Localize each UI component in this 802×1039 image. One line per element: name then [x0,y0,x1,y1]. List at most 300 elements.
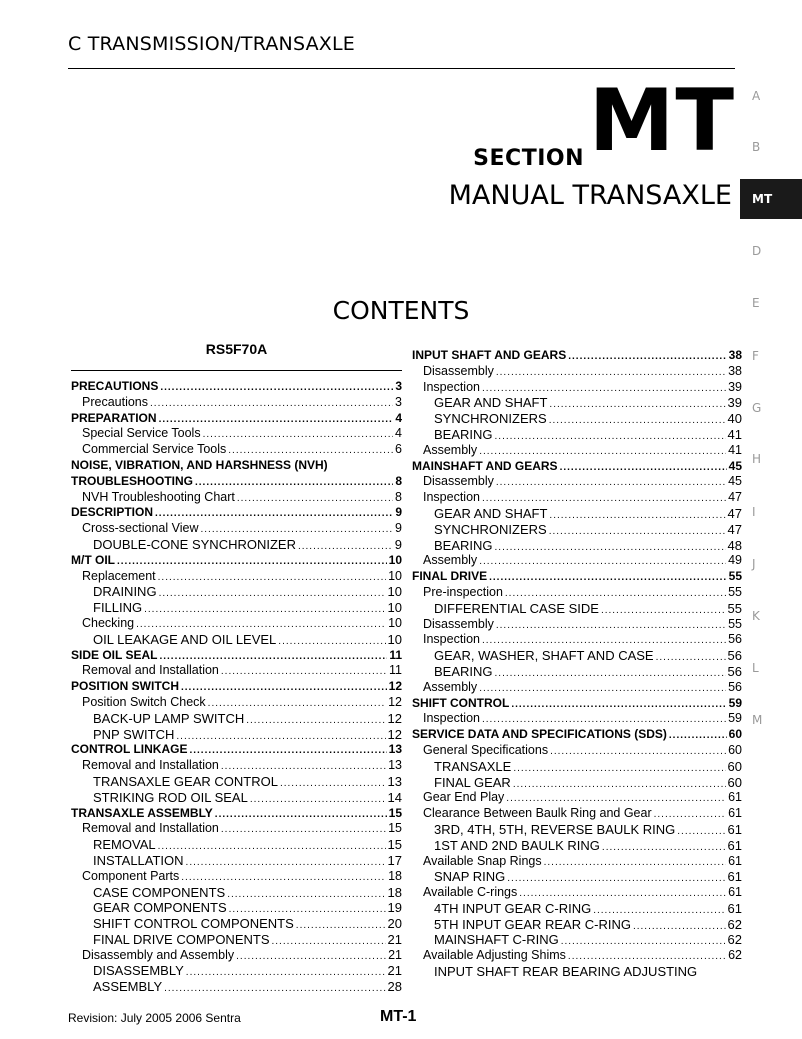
toc-leader-dots [186,855,386,869]
toc-entry[interactable] [71,474,402,490]
toc-entry[interactable] [412,932,742,948]
toc-entry[interactable] [71,790,402,806]
toc-leader-dots [549,524,726,538]
toc-leader-dots [150,396,393,411]
toc-leader-dots [568,949,726,964]
toc-leader-dots [221,759,386,774]
side-tab-g[interactable]: G [752,401,762,415]
toc-leader-dots [159,649,387,664]
toc-entry-page: 6 [395,442,402,457]
toc-entry-title: Special Service Tools [82,426,201,441]
toc-entry[interactable] [71,616,402,632]
toc-entry[interactable] [412,538,742,554]
toc-leader-dots [271,934,385,948]
toc-entry-page: 13 [388,742,402,757]
toc-entry[interactable] [71,932,402,948]
toc-entry-page: 4 [395,410,402,425]
toc-leader-dots [155,506,393,521]
toc-entry-page: 61 [728,885,742,900]
toc-entry-title: Position Switch Check [82,694,206,709]
toc-leader-dots [280,776,386,790]
side-tab-d[interactable]: D [752,244,762,258]
toc-entry-title: NOISE, VIBRATION, AND HARSHNESS (NVH) [71,457,328,472]
toc-entry-page: 11 [389,647,402,662]
toc-entry[interactable] [412,743,742,759]
toc-entry-title: OIL LEAKAGE AND OIL LEVEL [93,631,277,647]
toc-entry-page: 59 [728,711,742,726]
toc-entry-page: 13 [387,773,402,789]
toc-entry[interactable] [71,837,402,853]
toc-leader-dots [246,713,385,727]
toc-entry[interactable] [71,979,402,995]
toc-entry-page: 60 [727,758,742,774]
toc-entry-title: Commercial Service Tools [82,442,227,457]
toc-entry[interactable] [71,948,402,964]
toc-entry[interactable] [412,553,742,569]
toc-entry-page: 3 [395,379,402,393]
side-tab-j[interactable]: J [752,557,756,571]
toc-leader-dots [186,965,386,979]
side-tab-a[interactable]: A [752,89,761,103]
toc-entry[interactable] [71,758,402,774]
toc-leader-dots [496,618,726,633]
toc-entry-title: Pre-inspection [423,584,503,599]
toc-leader-dots [482,381,726,396]
toc-entry[interactable] [71,885,402,901]
side-tab-l[interactable]: L [752,661,759,675]
toc-entry-title: DISASSEMBLY [93,963,184,979]
toc-entry-page: 10 [387,600,402,616]
toc-leader-dots [549,508,725,522]
toc-entry-page: 55 [728,616,742,631]
toc-entry-page: 15 [388,821,402,836]
toc-entry-page: 45 [728,474,742,489]
toc-entry-title: BACK-UP LAMP SWITCH [93,710,245,726]
section-name: MANUAL TRANSAXLE [448,180,732,211]
toc-entry-page: 49 [728,553,742,568]
toc-entry[interactable] [412,459,742,475]
toc-leader-dots [677,824,725,838]
toc-entry-title: Removal and Installation [82,663,219,678]
toc-entry-title: Precautions [82,394,149,409]
footer-page-label: MT-1 [380,1008,417,1025]
toc-entry-page: 10 [388,615,402,630]
toc-leader-dots [496,365,726,380]
toc-entry-title: Replacement [82,568,156,583]
header-rule [68,68,735,69]
toc-entry-page: 56 [727,663,742,679]
toc-entry-title: Clearance Between Baulk Ring and Gear [423,806,652,821]
toc-entry-page: 62 [727,916,742,932]
toc-entry[interactable] [71,742,402,758]
toc-entry[interactable] [71,711,402,727]
toc-entry-title: TRANSAXLE [434,758,512,774]
toc-leader-dots [654,807,726,822]
toc-entry[interactable] [71,679,402,695]
toc-entry-title: FILLING [93,600,143,616]
toc-entry[interactable] [71,695,402,711]
toc-leader-dots [482,712,726,727]
toc-entry[interactable] [71,521,402,537]
toc-leader-dots [513,761,725,775]
toc-entry-page: 9 [394,536,402,552]
toc-entry-title: General Specifications [423,742,549,757]
side-tab-e[interactable]: E [752,296,760,310]
toc-entry[interactable] [412,585,742,601]
toc-entry-page: 19 [387,900,402,916]
toc-leader-dots [495,666,726,680]
toc-leader-dots [482,633,726,648]
toc-leader-dots [513,777,726,791]
toc-entry-title: SYNCHRONIZERS [434,411,547,427]
toc-entry-page: 62 [728,948,742,963]
toc-entry-page: 10 [387,584,402,600]
toc-entry-page: 12 [387,726,402,742]
toc-leader-dots [495,429,726,443]
toc-entry-page: 55 [727,600,742,616]
toc-entry[interactable] [71,648,402,664]
toc-entry[interactable] [412,348,742,364]
toc-entry-title: BEARING [434,426,493,442]
toc-entry[interactable] [412,696,742,712]
toc-entry[interactable] [71,600,402,616]
toc-entry[interactable] [71,442,402,458]
toc-entry[interactable] [71,632,402,648]
section-code: MT [588,71,735,171]
toc-leader-dots [208,696,386,711]
toc-entry[interactable] [412,775,742,791]
toc-entry-page: 41 [727,426,742,442]
toc-entry[interactable] [412,395,742,411]
toc-entry-page: 13 [388,758,402,773]
toc-entry-page: 21 [387,931,402,947]
toc-entry-title: PNP SWITCH [93,726,175,742]
toc-leader-dots [495,540,726,554]
toc-entry[interactable] [412,759,742,775]
toc-entry-page: 28 [387,979,402,995]
toc-entry[interactable] [71,490,402,506]
toc-leader-dots [507,871,725,885]
toc-entry-title: DOUBLE-CONE SYNCHRONIZER [93,536,296,552]
toc-right-list [412,348,742,980]
toc-entry-page: 61 [728,853,742,868]
toc-leader-dots [215,807,387,822]
toc-entry-page: 9 [395,505,402,520]
toc-entry[interactable] [71,426,402,442]
toc-entry[interactable] [412,601,742,617]
toc-left-title-rule [71,370,402,371]
toc-leader-dots [482,491,726,506]
toc-entry[interactable] [412,490,742,506]
toc-entry[interactable] [412,632,742,648]
toc-entry-page: 10 [388,552,402,567]
toc-leader-dots [250,792,386,806]
toc-entry[interactable] [412,427,742,443]
side-tab-b[interactable]: B [752,140,761,154]
toc-entry[interactable] [71,963,402,979]
toc-entry-title: Gear End Play [423,790,505,805]
toc-entry-title: BEARING [434,537,493,553]
toc-entry-title: CASE COMPONENTS [93,884,226,900]
toc-left-list [71,379,402,995]
toc-entry-title: SERVICE DATA AND SPECIFICATIONS (SDS) [412,727,667,742]
toc-leader-dots [200,522,393,537]
toc-entry-title: ASSEMBLY [93,979,163,995]
toc-leader-dots [181,680,387,695]
toc-leader-dots [228,443,393,458]
toc-entry[interactable] [412,522,742,538]
toc-entry-title: SYNCHRONIZERS [434,521,547,537]
toc-entry-page: 38 [728,348,742,362]
toc-entry[interactable] [412,806,742,822]
toc-entry[interactable] [71,379,402,395]
toc-entry-title: INPUT SHAFT REAR BEARING ADJUSTING [434,964,698,980]
toc-entry[interactable] [412,964,742,980]
side-tab-k[interactable]: K [752,609,760,623]
toc-entry-title: Assembly [423,553,478,568]
toc-left-column [71,340,402,995]
toc-leader-dots [144,602,385,616]
toc-entry-page: 8 [395,473,402,488]
toc-leader-dots [549,413,726,427]
toc-entry-title: Checking [82,615,135,630]
toc-entry[interactable] [71,806,402,822]
toc-entry[interactable] [71,537,402,553]
toc-entry-title: 4TH INPUT GEAR C-RING [434,900,592,916]
toc-entry-page: 4 [395,426,402,441]
toc-entry-title: TRANSAXLE GEAR CONTROL [93,773,278,789]
toc-right-column [412,348,742,980]
toc-leader-dots [237,491,393,506]
toc-leader-dots [159,586,386,600]
toc-entry[interactable] [71,553,402,569]
toc-entry-page: 3 [395,394,402,409]
side-tab-f[interactable]: F [752,349,759,363]
toc-entry-title: NVH Troubleshooting Chart [82,489,235,504]
toc-leader-dots [479,681,726,696]
toc-entry-title: Component Parts [82,868,180,883]
toc-entry-title: FINAL DRIVE [412,569,488,584]
toc-entry-page: 61 [727,869,742,885]
toc-entry[interactable] [71,774,402,790]
toc-leader-dots [656,650,726,664]
contents-title: CONTENTS [332,296,470,325]
toc-entry-page: 61 [727,821,742,837]
toc-entry[interactable] [412,474,742,490]
toc-entry[interactable] [71,458,402,474]
toc-entry-title: PRECAUTIONS [71,379,159,393]
toc-entry-page: 60 [728,727,742,742]
toc-leader-dots [227,887,385,901]
toc-leader-dots [195,475,393,490]
toc-entry[interactable] [71,663,402,679]
toc-entry[interactable] [412,948,742,964]
toc-leader-dots [160,380,393,395]
toc-entry-title: REMOVAL [93,837,156,853]
toc-entry[interactable] [412,917,742,933]
toc-leader-dots [479,444,726,459]
toc-entry[interactable] [71,900,402,916]
toc-entry-page: 45 [728,458,742,473]
side-tab-m[interactable]: M [752,713,763,727]
toc-leader-dots [158,839,386,853]
toc-entry-page: 15 [387,837,402,853]
toc-entry-title: DIFFERENTIAL CASE SIDE [434,600,599,616]
toc-entry[interactable] [412,380,742,396]
toc-entry-page: 61 [728,806,742,821]
side-tab-i[interactable]: I [752,505,756,519]
toc-entry-page: 20 [387,916,402,932]
toc-entry[interactable] [412,885,742,901]
toc-entry-page: 60 [727,774,742,790]
side-tab-h[interactable]: H [752,452,762,466]
toc-entry[interactable] [412,727,742,743]
toc-entry-title: CONTROL LINKAGE [71,742,188,757]
toc-entry-page: 21 [387,963,402,979]
toc-entry-page: 47 [727,521,742,537]
toc-entry-title: Assembly [423,679,478,694]
toc-leader-dots [506,791,726,806]
toc-entry-title: Assembly [423,442,478,457]
toc-leader-dots [633,919,726,933]
toc-entry-title: 3RD, 4TH, 5TH, REVERSE BAULK RING [434,821,676,837]
toc-entry-title: Disassembly [423,474,494,489]
toc-entry-title: PREPARATION [71,410,157,425]
toc-entry[interactable] [71,411,402,427]
toc-leader-dots [298,539,393,553]
toc-leader-dots [505,586,726,601]
toc-entry[interactable] [412,822,742,838]
toc-entry-title: GEAR AND SHAFT [434,395,548,411]
toc-entry-title: Inspection [423,379,480,394]
toc-entry-page: 8 [395,489,402,504]
toc-leader-dots [158,570,386,585]
toc-entry-title: GEAR AND SHAFT [434,505,548,521]
toc-leader-dots [221,664,387,679]
toc-entry-page: 59 [728,695,742,710]
toc-entry-page: 10 [387,631,402,647]
toc-entry-page: 17 [387,852,402,868]
toc-entry-page: 12 [388,679,402,694]
toc-entry-title: Cross-sectional View [82,521,199,536]
toc-entry-title: Disassembly [423,616,494,631]
toc-entry-page: 56 [728,632,742,647]
toc-entry[interactable] [71,569,402,585]
toc-entry-title: Disassembly [423,363,494,378]
toc-entry[interactable] [71,727,402,743]
toc-entry-title: Inspection [423,490,480,505]
toc-entry-title: Available Adjusting Shims [423,948,566,963]
toc-entry[interactable] [412,569,742,585]
toc-leader-dots [593,903,725,917]
toc-entry[interactable] [412,711,742,727]
toc-entry[interactable] [412,854,742,870]
toc-entry[interactable] [71,395,402,411]
toc-entry[interactable] [412,411,742,427]
toc-entry-title: Removal and Installation [82,758,219,773]
toc-leader-dots [296,918,386,932]
toc-entry-title: INSTALLATION [93,852,184,868]
toc-entry-page: 38 [728,363,742,378]
toc-entry[interactable] [71,505,402,521]
toc-entry[interactable] [412,680,742,696]
toc-leader-dots [229,902,386,916]
toc-entry-title: FINAL DRIVE COMPONENTS [93,931,270,947]
toc-entry-title: FINAL GEAR [434,774,511,790]
toc-entry[interactable] [71,853,402,869]
toc-entry[interactable] [412,506,742,522]
footer-revision: Revision: July 2005 2006 Sentra [68,1011,241,1025]
toc-entry-page: 11 [389,663,402,678]
toc-entry-title: STRIKING ROD OIL SEAL [93,789,248,805]
toc-leader-dots [236,949,386,964]
side-tabs [740,0,802,1039]
toc-entry-page: 61 [727,900,742,916]
toc-entry-page: 18 [387,884,402,900]
toc-entry-page: 14 [387,789,402,805]
toc-entry[interactable] [412,364,742,380]
toc-entry-title: SHIFT CONTROL COMPONENTS [93,916,294,932]
toc-entry-title: DESCRIPTION [71,505,154,520]
toc-entry[interactable] [71,584,402,600]
toc-entry-page: 40 [727,411,742,427]
toc-entry[interactable] [71,821,402,837]
toc-entry[interactable] [71,916,402,932]
toc-entry[interactable] [412,648,742,664]
toc-leader-dots [136,617,386,632]
toc-entry-page: 60 [728,742,742,757]
toc-entry-title: INPUT SHAFT AND GEARS [412,348,567,362]
toc-leader-dots [511,697,726,712]
toc-entry[interactable] [412,838,742,854]
toc-entry-title: GEAR COMPONENTS [93,900,227,916]
toc-leader-dots [560,460,727,475]
toc-leader-dots [176,729,385,743]
toc-entry-title: M/T OIL [71,552,115,567]
toc-entry-page: 39 [727,395,742,411]
toc-leader-dots [181,870,386,885]
toc-entry-page: 18 [388,868,402,883]
section-word: SECTION [473,146,584,171]
toc-entry[interactable] [412,790,742,806]
toc-entry-page: 48 [727,537,742,553]
toc-entry[interactable] [412,617,742,633]
toc-entry-page: 12 [387,710,402,726]
toc-entry[interactable] [412,901,742,917]
toc-leader-dots [159,412,394,427]
toc-entry-title: DRAINING [93,584,157,600]
toc-entry-title: Disassembly and Assembly [82,947,235,962]
toc-leader-dots [601,603,726,617]
toc-leader-dots [203,427,393,442]
toc-entry[interactable] [412,443,742,459]
section-header: C TRANSMISSION/TRANSAXLE [68,33,355,55]
side-tab-mt[interactable]: MT [740,179,802,219]
toc-entry-page: 41 [728,442,742,457]
toc-entry-page: 55 [728,569,742,584]
toc-entry[interactable] [412,664,742,680]
toc-entry-title: 5TH INPUT GEAR REAR C-RING [434,916,631,932]
toc-entry[interactable] [71,869,402,885]
toc-leader-dots [479,554,726,569]
toc-leader-dots [550,744,726,759]
toc-entry[interactable] [412,869,742,885]
toc-entry-page: 39 [728,379,742,394]
toc-leader-dots [602,840,726,854]
toc-entry-page: 55 [728,584,742,599]
toc-entry-page: 56 [727,648,742,664]
toc-entry-page: 47 [727,505,742,521]
